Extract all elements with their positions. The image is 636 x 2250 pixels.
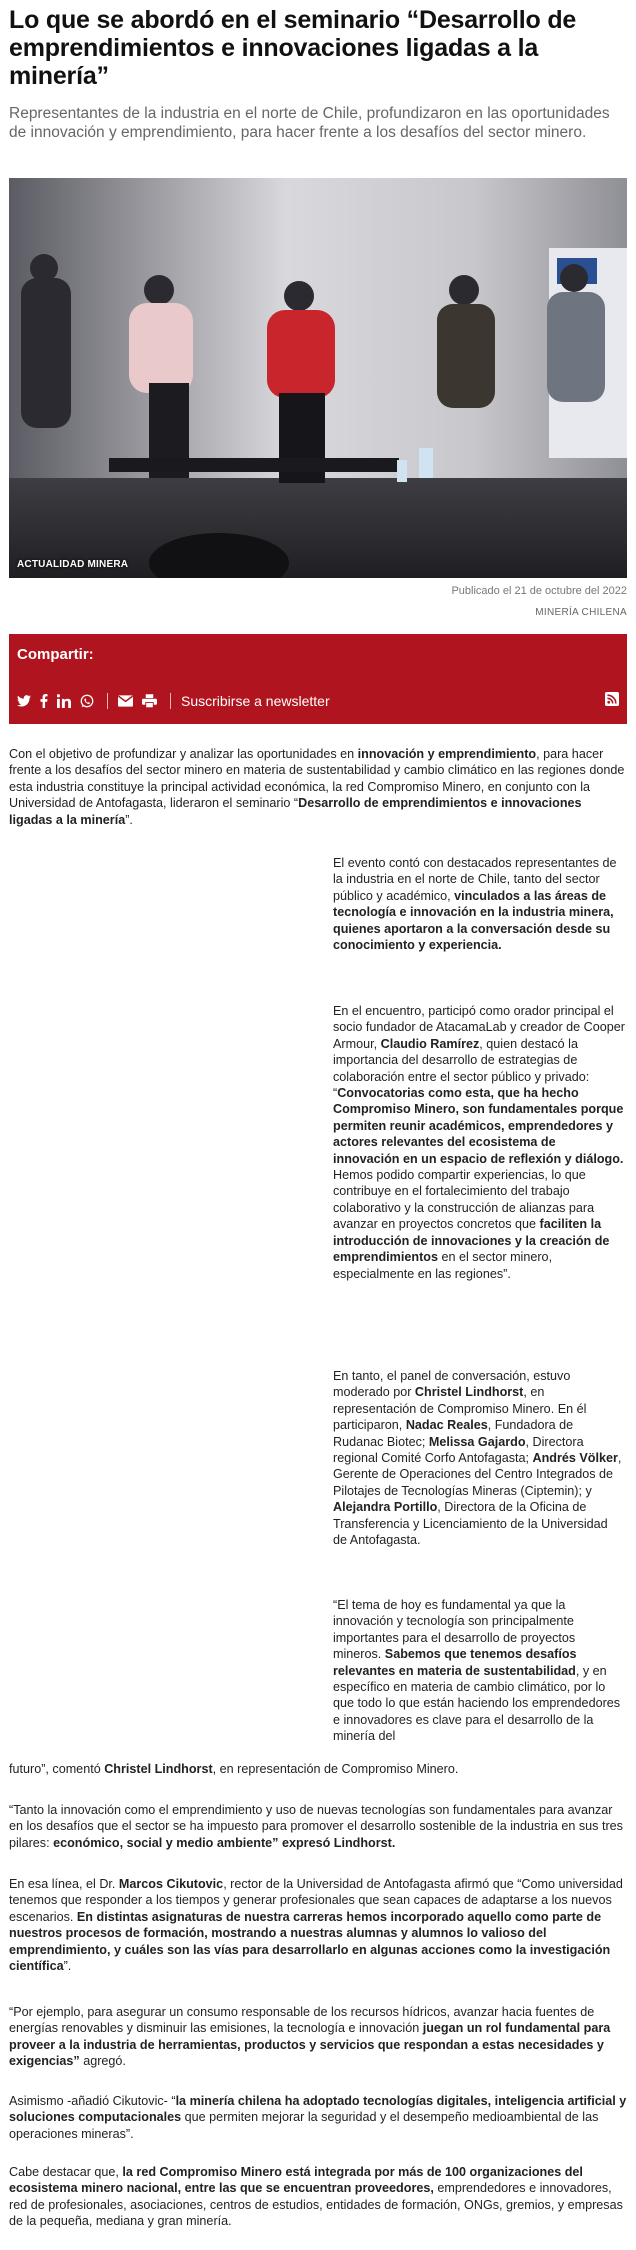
text-run: , quien destacó la importancia del desarrollo de estrategias de colaboración entre el sector público y privado: “ xyxy=(333,1036,590,1101)
body-paragraph-5 xyxy=(333,1597,625,1745)
article-title: Lo que se abordó en el seminario “Desarrollo de emprendimientos e innovaciones ligadas a la minería” xyxy=(9,6,577,90)
text-run: ”. xyxy=(125,812,133,827)
text-run: En esa línea, el Dr. xyxy=(9,1877,119,1891)
text-run: económico, social y medio ambiente” expresó Lindhorst. xyxy=(53,1835,396,1850)
text-run: juegan un rol fundamental para proveer a la industria de herramientas, productos y servicios que respondan a estas necesidades y exigencias” xyxy=(9,2021,611,2069)
text-run: ”. xyxy=(63,1959,72,1974)
text-run: Christel Lindhorst xyxy=(414,1385,524,1400)
body-paragraph-7 xyxy=(9,1876,627,1974)
source-label: MINERÍA CHILENA xyxy=(535,607,627,618)
share-actions xyxy=(17,690,619,712)
text-run: , rector de la Universidad de Antofagasta afirmó que “Como universidad tenemos que responder a los tiempos y generar profesionales que sean capaces de adaptarse a los nuevos escenarios. xyxy=(9,1877,623,1924)
text-run: Convocatorias como esta, que ha hecho Compromiso Minero, son fundamentales porque permiten reunir académicos, emprendedores y actores relevantes del ecosistema de innovación en un espacio de reflexión y diálogo. xyxy=(333,1086,624,1166)
photo-credit: ACTUALIDAD MINERA xyxy=(17,559,129,570)
text-run: , Directora regional Comité Corfo Antofagasta; xyxy=(333,1434,584,1466)
text-run: Cabe destacar que, xyxy=(9,2165,123,2179)
body-paragraph-5-end xyxy=(9,1761,627,1777)
publish-date: Publicado el 21 de octubre del 2022 xyxy=(451,585,627,597)
text-run: , y en específico en materia de cambio climático, por lo que todo lo que están haciendo los emprendedores e innovadores es clave para el desarrollo de la minería del xyxy=(333,1663,621,1744)
twitter-icon[interactable] xyxy=(17,692,31,710)
whatsapp-icon[interactable] xyxy=(80,692,94,710)
body-paragraph-10 xyxy=(9,2164,627,2230)
text-run: “Tanto la innovación como el emprendimiento y uso de nuevas tecnologías son fundamentales para avanzar en los desafíos que el sector se ha impuesto para promover el desarrollo sostenible de la industria en sus tres pilares: xyxy=(9,1803,623,1850)
share-bar xyxy=(9,634,627,724)
text-run: Melissa Gajardo xyxy=(428,1434,526,1449)
text-run: Desarrollo de emprendimientos e innovaciones ligadas a la minería xyxy=(9,796,582,827)
share-divider xyxy=(107,693,108,709)
hero-photo[interactable] xyxy=(9,178,627,578)
text-run: , para hacer frente a los desafíos del sector minero en materia de sustentabilidad y cambio climático en las regiones donde esta industria constituye la principal actividad económica, la red Compromiso Minero, en conjunto con la Universidad de Antofagasta, lideraron el seminario “ xyxy=(9,747,625,811)
text-run: Marcos Cikutovic xyxy=(118,1877,224,1891)
text-run: emprendedores e innovadores, red de profesionales, asociaciones, centros de estudios, entidades de formación, ONGs, gremios, y empresas de la pequeña, mediana y gran minería. xyxy=(9,2181,623,2229)
print-icon[interactable] xyxy=(142,692,157,710)
text-run: En el encuentro, participó como orador principal el socio fundador de AtacamaLab y creador de Cooper Armour, xyxy=(333,1004,625,1051)
text-run: que permiten mejorar la seguridad y el desempeño medioambiental de las operaciones mineras”. xyxy=(9,2110,599,2141)
text-run: Claudio Ramírez xyxy=(380,1036,480,1051)
text-run: El evento contó con destacados representantes de la industria en el norte de Chile, tanto del sector público y académico, xyxy=(333,856,617,903)
text-run: en el sector minero, especialmente en las regiones”. xyxy=(333,1250,553,1281)
article-subtitle: Representantes de la industria en el norte de Chile, profundizaron en las oportunidades de innovación y emprendimiento, para hacer frente a los desafíos del sector minero. xyxy=(9,105,610,141)
text-run: , en representación de Compromiso Minero. En él participaron, xyxy=(333,1385,587,1433)
text-run: futuro”, comentó xyxy=(9,1762,105,1776)
rss-icon[interactable] xyxy=(605,692,619,711)
facebook-icon[interactable] xyxy=(40,692,48,710)
text-run: faciliten la introducción de innovaciones y la creación de emprendimientos xyxy=(333,1217,610,1265)
text-run: , Fundadora de Rudanac Biotec; xyxy=(333,1418,574,1449)
text-run: , Gerente de Operaciones del Centro Integrados de Pilotajes de Tecnologías Mineras (Ciptemin); y xyxy=(333,1451,622,1498)
text-run: Alejandra Portillo xyxy=(333,1500,438,1515)
text-run: la minería chilena ha adoptado tecnologías digitales, inteligencia artificial y soluciones computacionales xyxy=(9,2094,627,2125)
text-run: En tanto, el panel de conversación, estuvo moderado por xyxy=(333,1369,571,1400)
share-divider xyxy=(170,693,171,709)
text-run: En distintas asignaturas de nuestra carreras hemos incorporado aquello como parte de nuestros procesos de formación, mostrando a nuestras alumnas y alumnos lo valioso del emprendimiento, y cuáles son las vías para desarrollarlo en algunas acciones como la investigación científica xyxy=(9,1909,611,1974)
text-run: Sabemos que tenemos desafíos relevantes en materia de sustentabilidad xyxy=(333,1647,577,1678)
body-paragraph-3 xyxy=(333,1003,625,1282)
text-run: vinculados a las áreas de tecnología e innovación en la industria minera, quienes aportaron a la conversación desde su conocimiento y experiencia. xyxy=(333,888,614,953)
body-paragraph-6 xyxy=(9,1802,627,1851)
body-paragraph-8 xyxy=(9,2004,627,2070)
share-title: Compartir: xyxy=(17,646,94,663)
panel-photo-illustration xyxy=(9,178,627,578)
email-icon[interactable] xyxy=(118,692,133,710)
body-paragraph-4 xyxy=(333,1368,625,1548)
body-paragraph-2 xyxy=(333,855,625,953)
text-run: innovación y emprendimiento xyxy=(357,747,537,761)
linkedin-icon[interactable] xyxy=(57,692,71,710)
newsletter-link[interactable]: Suscribirse a newsletter xyxy=(181,693,330,709)
text-run: la red Compromiso Minero está integrada por más de 100 organizaciones del ecosistema minero nacional, entre las que se encuentran proveedores, xyxy=(9,2165,583,2196)
text-run: Andrés Völker xyxy=(532,1451,618,1466)
text-run: Asimismo -añadió Cikutovic- “ xyxy=(9,2094,176,2108)
text-run: Con el objetivo de profundizar y analizar las oportunidades en xyxy=(9,747,358,761)
text-run: , en representación de Compromiso Minero. xyxy=(212,1762,459,1776)
text-run: Christel Lindhorst xyxy=(104,1762,213,1776)
text-run: “El tema de hoy es fundamental ya que la innovación y tecnología son principalmente importantes para el desarrollo de proyectos mineros. xyxy=(333,1598,576,1662)
text-run: Hemos podido compartir experiencias, lo que contribuye en el fortalecimiento del trabajo colaborativo y la construcción de alianzas para avanzar en proyectos concretos que xyxy=(333,1168,595,1232)
body-paragraph-1 xyxy=(9,746,627,828)
text-run: Nadac Reales xyxy=(405,1418,488,1433)
text-run: “Por ejemplo, para asegurar un consumo responsable de los recursos hídricos, avanzar hacia fuentes de energías renovables y disminuir las emisiones, la tecnología e innovación xyxy=(9,2005,595,2036)
text-run: agregó. xyxy=(79,2054,126,2069)
text-run: , Directora de la Oficina de Transferencia y Licenciamiento de la Universidad de Antofagasta. xyxy=(333,1500,608,1548)
body-paragraph-9 xyxy=(9,2093,627,2142)
